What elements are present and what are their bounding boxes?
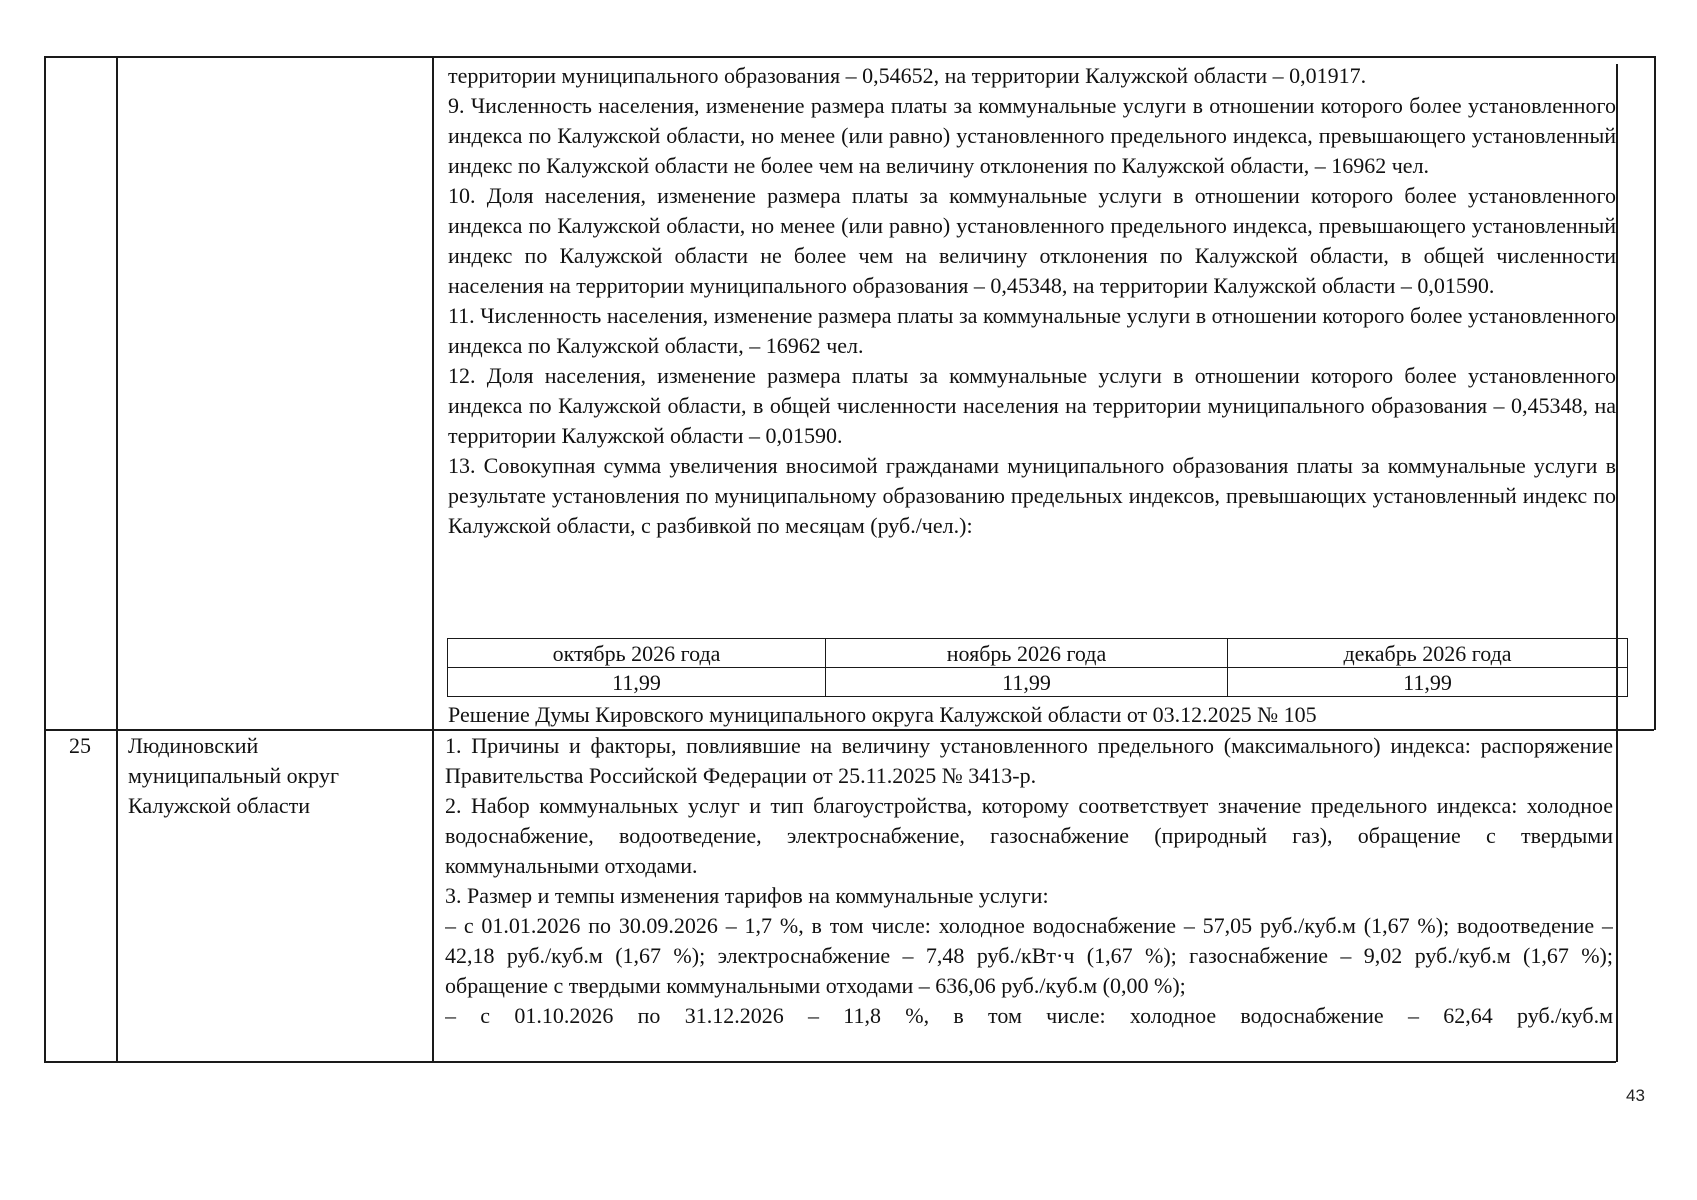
paragraph: территории муниципального образования – 0,54652, на территории Калужской области – 0,01917. [448, 63, 1367, 88]
municipality-name [128, 731, 428, 821]
month-header: декабрь 2026 года [1228, 639, 1628, 668]
paragraph: 1. Причины и факторы, повлиявшие на величину установленного предельного (максимального) индекса: распоряжение Правительства Российской Федерации от 25.11.2025 № 3413-р. [445, 733, 1613, 788]
month-value: 11,99 [1228, 668, 1628, 697]
monthly-table-header-row [448, 639, 1628, 668]
paragraph: 9. Численность населения, изменение размера платы за коммунальные услуги в отношении которого более установленного индекса по Калужской области, но менее (или равно) установленного предельного индекса, превышающего установленный индекс по Калужской области не более чем на величину отклонения по Калужской области, – 16962 чел. [448, 93, 1616, 178]
month-header: ноябрь 2026 года [826, 639, 1228, 668]
paragraph: 2. Набор коммунальных услуг и тип благоустройства, которому соответствует значение предельного индекса: холодное водоснабжение, водоотведение, электроснабжение, газоснабжение (природный газ), обращение с твердыми коммунальными отходами. [445, 793, 1613, 878]
row25-right-border [1616, 729, 1618, 1062]
row25-content [445, 731, 1613, 1061]
paragraph: 10. Доля населения, изменение размера платы за коммунальные услуги в отношении которого более установленного индекса по Калужской области, но менее (или равно) установленного предельного индекса, превышающего установленный индекс по Калужской области не более чем на величину отклонения по Калужской области, в общей численности населения на территории муниципального образования – 0,45348, на территории Калужской области – 0,01590. [448, 183, 1616, 298]
month-value: 11,99 [826, 668, 1228, 697]
month-header: октябрь 2026 года [448, 639, 826, 668]
municipality-name-line: Калужской области [128, 793, 310, 818]
page-number: 43 [1626, 1086, 1645, 1105]
paragraph: – с 01.01.2026 по 30.09.2026 – 1,7 %, в том числе: холодное водоснабжение – 57,05 руб./куб.м (1,67 %); водоотведение – 42,18 руб./куб.м (1,67 %); электроснабжение – 7,48 руб./кВт·ч (1,67 %); газоснабжение – 9,02 руб./куб.м (1,67 %); обращение с твердыми коммунальными отходами – 636,06 руб./куб.м (0,00 %); [445, 913, 1613, 998]
table-right-border [1654, 56, 1656, 730]
municipality-name-line: муниципальный округ [128, 763, 340, 788]
paragraph: 13. Совокупная сумма увеличения вносимой гражданами муниципального образования платы за коммунальные услуги в результате установления по муниципальному образованию предельных индексов, превышающих установленный индекс по Калужской области, с разбивкой по месяцам (руб./чел.): [448, 453, 1616, 538]
municipality-name-line: Людиновский [128, 733, 259, 758]
month-value: 11,99 [448, 668, 826, 697]
paragraph: – с 01.10.2026 по 31.12.2026 – 11,8 %, в том числе: холодное водоснабжение – 62,64 руб./куб.м [445, 1003, 1613, 1028]
monthly-table-value-row [448, 668, 1628, 697]
paragraph: 3. Размер и темпы изменения тарифов на коммунальные услуги: [445, 883, 1049, 908]
table-top-border [44, 56, 1654, 58]
paragraph: 12. Доля населения, изменение размера платы за коммунальные услуги в отношении которого более установленного индекса по Калужской области, в общей численности населения на территории муниципального образования – 0,45348, на территории Калужской области – 0,01590. [448, 363, 1616, 448]
paragraph: 11. Численность населения, изменение размера платы за коммунальные услуги в отношении которого более установленного индекса по Калужской области, – 16962 чел. [448, 303, 1616, 358]
table-left-border [44, 56, 46, 1062]
decision-reference: Решение Думы Кировского муниципального округа Калужской области от 03.12.2025 № 105 [448, 702, 1317, 727]
column-divider-name [432, 56, 434, 1062]
column-divider-number [116, 56, 118, 1062]
inner-right-border [1616, 64, 1618, 730]
monthly-table [447, 638, 1628, 697]
table-bottom-border [44, 1061, 1616, 1063]
row-number: 25 [69, 733, 91, 758]
prev-row-content [448, 61, 1616, 541]
